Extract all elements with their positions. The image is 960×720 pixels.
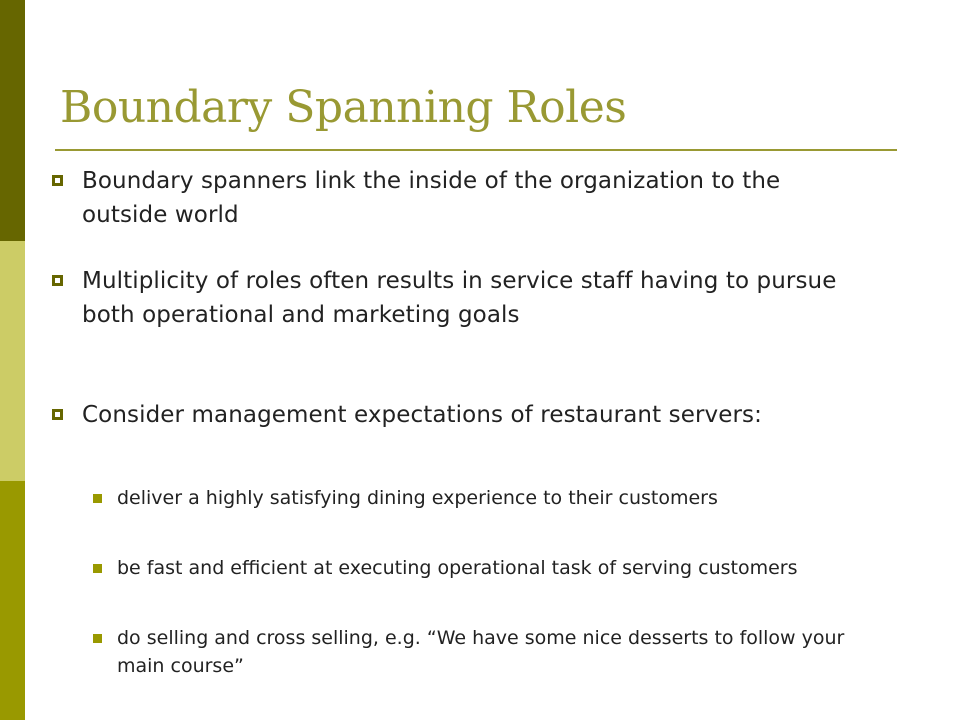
sub-bullet-fast-efficient: [93, 554, 923, 582]
sub-bullet-dining-experience: [93, 484, 923, 512]
bullet-text: Boundary spanners link the inside of the organization to the outside world: [82, 168, 796, 228]
sub-bullet-text: be fast and efficient at executing operational task of serving customers: [117, 557, 798, 579]
square-sub-bullet-icon: [93, 494, 102, 503]
square-sub-bullet-icon: [93, 564, 102, 573]
sub-bullet-cross-selling: [93, 624, 923, 680]
square-bullet-icon: [52, 409, 63, 420]
slide-title: Boundary Spanning Roles: [60, 82, 627, 133]
square-sub-bullet-icon: [93, 634, 102, 643]
bullet-text: Multiplicity of roles often results in service staff having to pursue both operational and marketing goals: [82, 268, 844, 328]
sub-bullet-text: deliver a highly satisfying dining experience to their customers: [117, 487, 718, 509]
square-bullet-icon: [52, 275, 63, 286]
bullet-boundary-spanners: [52, 164, 897, 232]
square-bullet-icon: [52, 175, 63, 186]
bullet-multiplicity-of-roles: [52, 264, 897, 332]
bullet-text: Consider management expectations of restaurant servers:: [82, 402, 762, 428]
bullet-management-expectations: [52, 398, 897, 432]
sub-bullet-text: do selling and cross selling, e.g. “We have some nice desserts to follow your main course”: [117, 627, 851, 677]
